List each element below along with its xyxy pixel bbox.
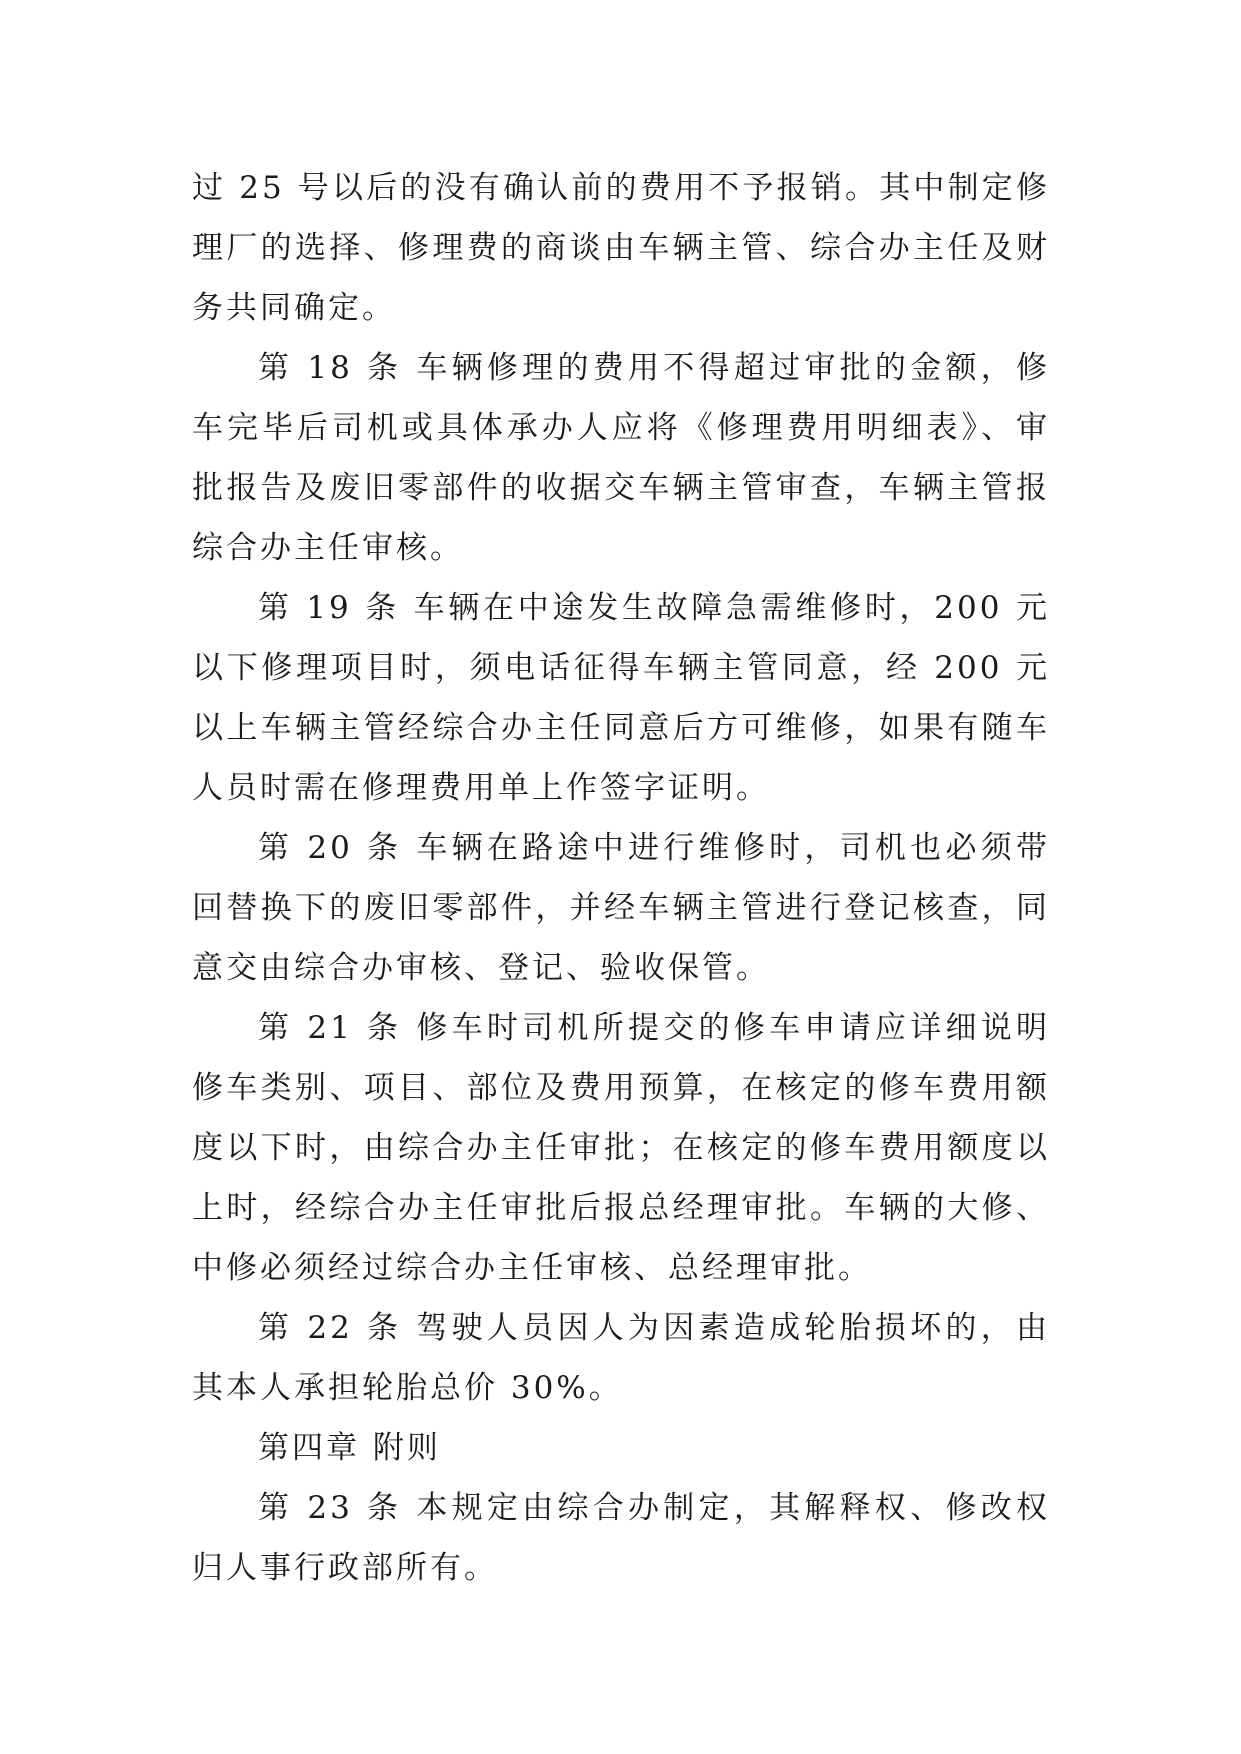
article-22: 第 22 条 驾驶人员因人为因素造成轮胎损坏的，由其本人承担轮胎总价 30%。 <box>192 1310 1050 1406</box>
document-body <box>192 158 1050 1598</box>
article-20: 第 20 条 车辆在路途中进行维修时，司机也必须带回替换下的废旧零部件，并经车辆主管进行登记核查，同意交由综合办审核、登记、验收保管。 <box>192 830 1050 986</box>
paragraph-continued: 过 25 号以后的没有确认前的费用不予报销。其中制定修理厂的选择、修理费的商谈由车辆主管、综合办主任及财务共同确定。 <box>192 170 1050 326</box>
article-18: 第 18 条 车辆修理的费用不得超过审批的金额，修车完毕后司机或具体承办人应将《修理费用明细表》、审批报告及废旧零部件的收据交车辆主管审查，车辆主管报综合办主任审核。 <box>192 350 1050 566</box>
article-19: 第 19 条 车辆在中途发生故障急需维修时，200 元以下修理项目时，须电话征得车辆主管同意，经 200 元以上车辆主管经综合办主任同意后方可维修，如果有随车人员时需在修理费用单上作签字证明。 <box>192 590 1050 806</box>
article-21: 第 21 条 修车时司机所提交的修车申请应详细说明修车类别、项目、部位及费用预算，在核定的修车费用额度以下时，由综合办主任审批；在核定的修车费用额度以上时，经综合办主任审批后报总经理审批。车辆的大修、中修必须经过综合办主任审核、总经理审批。 <box>192 1010 1050 1286</box>
chapter-heading: 第四章 附则 <box>258 1430 441 1466</box>
article-23: 第 23 条 本规定由综合办制定，其解释权、修改权归人事行政部所有。 <box>192 1490 1050 1586</box>
